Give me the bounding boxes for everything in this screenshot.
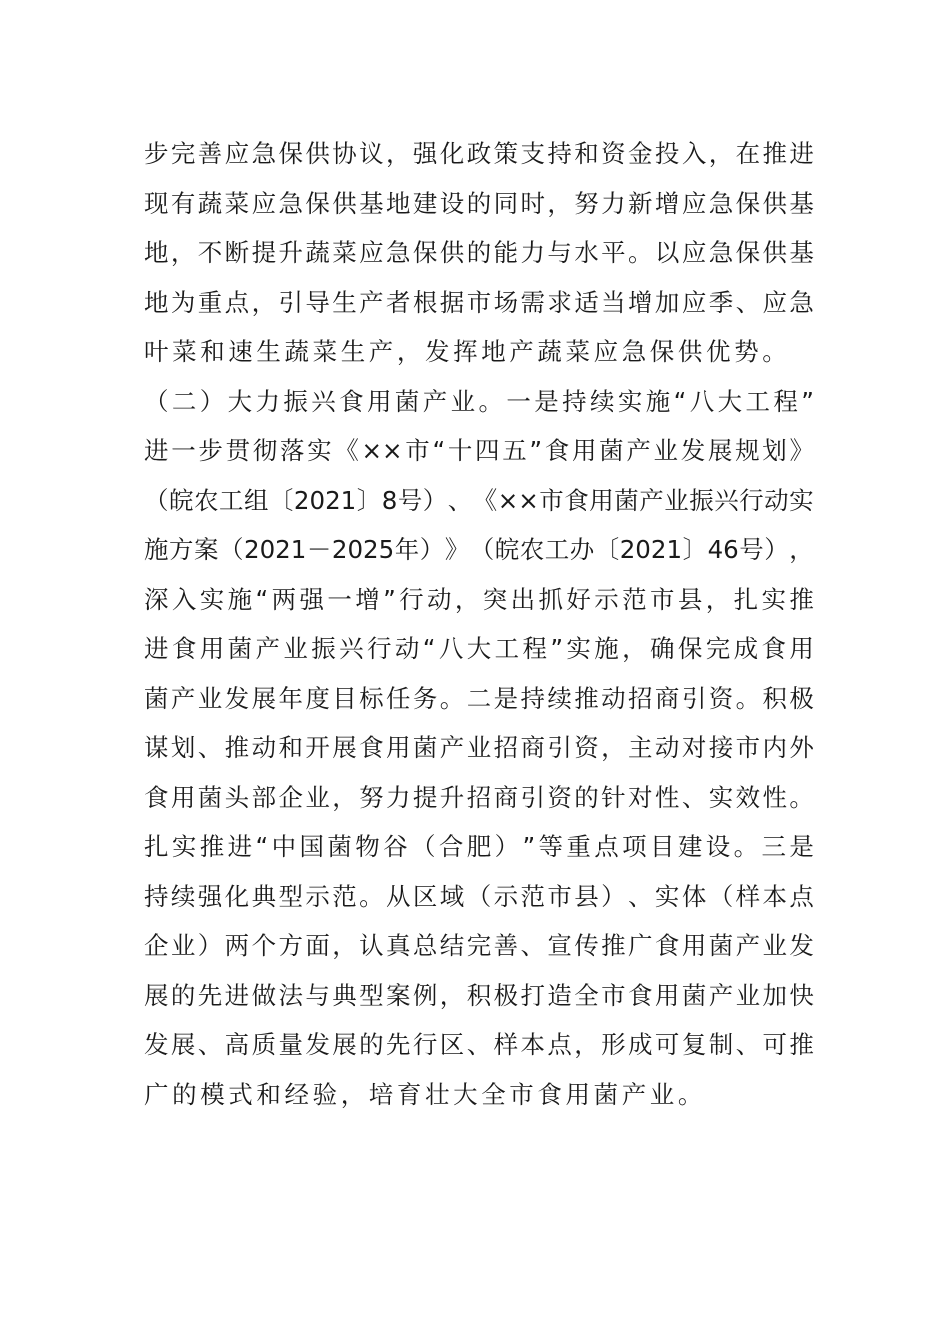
text-line: 持 续 强 化 典 型 示 范 。 从 区 域 （ 示 范 市 县 ） 、 实 体 （ 样 本 点 bbox=[144, 881, 814, 911]
text-line: 进 食 用 菌 产 业 振 兴 行 动 “ 八 大 工 程 ” 实 施 ， 确 保 完 成 食 用 bbox=[144, 634, 814, 663]
body-text bbox=[144, 129, 814, 1119]
text-line: 谋 划 、 推 动 和 开 展 食 用 菌 产 业 招 商 引 资 ， 主 动 对 接 市 内 外 bbox=[144, 733, 814, 762]
text-line: 地 为 重 点 ， 引 导 生 产 者 根 据 市 场 需 求 适 当 增 加 应 季 、 应 急 bbox=[144, 287, 814, 317]
text-line: 展 的 先 进 做 法 与 典 型 案 例 ， 积 极 打 造 全 市 食 用 菌 产 业 加 快 bbox=[144, 980, 814, 1010]
text-line: 发 展 、 高 质 量 发 展 的 先 行 区 、 样 本 点 ， 形 成 可 复 制 、 可 推 bbox=[144, 1030, 814, 1059]
text-line: 食 用 菌 头 部 企 业 ， 努 力 提 升 招 商 引 资 的 针 对 性 、 实 效 性 。 bbox=[144, 782, 814, 812]
text-line: 广的模式和经验，培育壮大全市食用菌产业。 bbox=[144, 1079, 706, 1109]
text-line: 深 入 实 施 “ 两 强 一 增 ” 行 动 ， 突 出 抓 好 示 范 市 县 ， 扎 实 推 bbox=[144, 584, 814, 614]
text-line: 叶菜和速生蔬菜生产，发挥地产蔬菜应急保供优势。 bbox=[144, 337, 791, 366]
text-line: （ 皖 农 工 组 〔 2021 〕 8 号 ） 、 《 ×× 市 食 用 菌 产 业 振 兴 行 动 实 bbox=[144, 485, 814, 515]
text-line: 菌 产 业 发 展 年 度 目 标 任 务 。 二 是 持 续 推 动 招 商 引 资 。 积 极 bbox=[144, 683, 814, 713]
text-line: 施 方 案 （ 2021 － 2025 年 ） 》 （ 皖 农 工 办 〔 2021 〕 46 号 ） ， bbox=[144, 535, 814, 564]
text-line: 地 ， 不 断 提 升 蔬 菜 应 急 保 供 的 能 力 与 水 平 。 以 应 急 保 供 基 bbox=[144, 238, 814, 267]
text-line: 现 有 蔬 菜 应 急 保 供 基 地 建 设 的 同 时 ， 努 力 新 增 应 急 保 供 基 bbox=[144, 188, 814, 218]
text-line: 进 一 步 贯 彻 落 实 《 ×× 市 “ 十 四 五 ” 食 用 菌 产 业 发 展 规 划 》 bbox=[144, 436, 814, 465]
text-line: 步 完 善 应 急 保 供 协 议 ， 强 化 政 策 支 持 和 资 金 投 入 ， 在 推 进 bbox=[144, 139, 814, 168]
text-line: （ 二 ） 大 力 振 兴 食 用 菌 产 业 。 一 是 持 续 实 施 “ 八 大 工 程 ” bbox=[144, 386, 814, 416]
text-line: 企 业 ） 两 个 方 面 ， 认 真 总 结 完 善 、 宣 传 推 广 食 用 菌 产 业 发 bbox=[144, 931, 814, 960]
text-line: 扎 实 推 进 “ 中 国 菌 物 谷 （ 合 肥 ） ” 等 重 点 项 目 建 设 。 三 是 bbox=[144, 832, 814, 861]
